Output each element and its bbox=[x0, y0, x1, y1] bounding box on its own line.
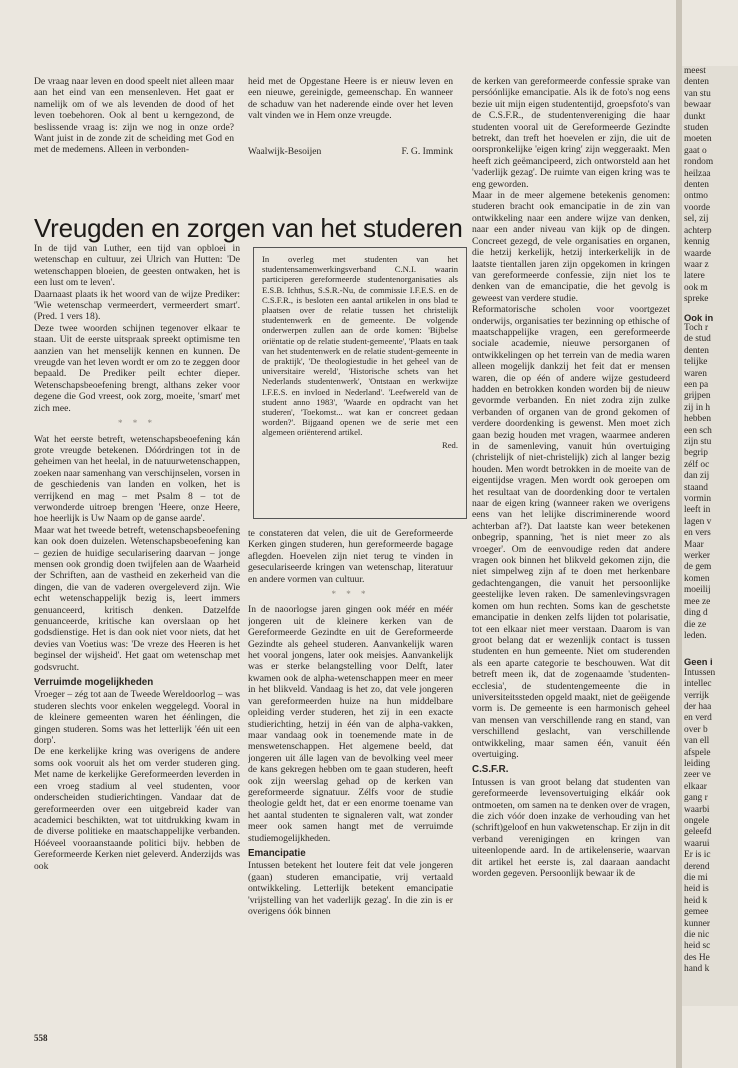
article-title: Vreugden en zorgen van het studeren bbox=[34, 213, 463, 243]
fragment-line: leiding bbox=[684, 758, 711, 769]
fragment-line: de stud bbox=[684, 334, 711, 345]
section-heading: C.S.F.R. bbox=[472, 764, 509, 776]
fragment-line: Er is ic bbox=[684, 850, 711, 861]
paragraph: Daarnaast plaats ik het woord van de wijze Prediker: 'Wie wetenschap vermeerdert, vermeerdert smart'. (Pred. 1 vers 18). bbox=[34, 288, 240, 323]
next-page-fragment bbox=[682, 66, 738, 1006]
fragment-line: rondom bbox=[684, 157, 714, 168]
fragment-line: bewaar bbox=[684, 100, 712, 111]
fragment-line: waar z bbox=[684, 259, 709, 270]
fragment-line: denten bbox=[684, 180, 709, 191]
fragment-line: waarui bbox=[684, 838, 710, 849]
fragment-line: sel, zij bbox=[684, 214, 709, 225]
fragment-line: heid sc bbox=[684, 941, 711, 952]
fragment-line: zélf oc bbox=[684, 459, 710, 470]
top-column-1 bbox=[34, 76, 234, 156]
paragraph: Deze twee woorden schijnen tegenover elkaar te staan. Uit de eerste uitspraak spreekt optimisme ten aanzien van het menselijk kennen en kunnen. De vreugde van het leven wordt er om zo te zeggen door bepaald. De Prediker peilt echter dieper. Wetenschapsbeoefening brengt, althans zeker voor degene die God vreest, ook zorg, moeite, 'smart' met zich mee. bbox=[34, 322, 240, 414]
fragment-line: intellec bbox=[684, 679, 712, 690]
fragment-line: Maar bbox=[684, 539, 704, 550]
fragment-line: denten bbox=[684, 345, 709, 356]
fragment-line: leeft in bbox=[684, 505, 711, 516]
fragment-line: kunner bbox=[684, 918, 711, 929]
fragment-line: latere bbox=[684, 271, 705, 282]
fragment-line: vormin bbox=[684, 494, 712, 505]
fragment-line: der haa bbox=[684, 701, 712, 712]
top-column-2 bbox=[248, 76, 453, 157]
section-heading: Ook in bbox=[684, 311, 714, 323]
fragment-line: lagen v bbox=[684, 516, 712, 527]
fragment-line: des He bbox=[684, 952, 710, 963]
fragment-line: grijpen bbox=[684, 391, 711, 402]
paragraph: Wat het eerste betreft, wetenschapsbeoefening kán grote vreugde betekenen. Dóórdringen tot in de geheimen van het heelal, in de natuurwetenschappen, zoeken naar samenhang van verschijnselen, vorsen in de geschiedenis van landen en volken, het is verrijkend en mag – met Psalm 8 – tot de verwonderde uitroep brengen 'Heere, onze Heere, hoe heerlijk is Uw Naam op de ganse aarde'. bbox=[34, 433, 240, 525]
fragment-line: ding d bbox=[684, 608, 708, 619]
fragment-line: leden. bbox=[684, 630, 707, 641]
fragment-line: van stu bbox=[684, 88, 711, 99]
section-heading: Geen i bbox=[684, 656, 713, 668]
paragraph: Reformatorische scholen voor voortgezet onderwijs, organisaties ter bezinning op ethische of maatschappelijke vragen, een gereformeerde sociale academie, nieuwe persorganen of ontwikkelingen op het terrein van de media waren alleen mogelijk dankzij het feit dat er mensen waren, die op één of andere wijze gestudeerd hadden en betrokken konden worden bij de nieuw gevormde verbanden. En niet zodra zijn zulke verbanden of organen van de grond gekomen of verdere doordenking is gewenst. Men moet zich gaan bezig houden met vragen, waarmee anderen in de samenleving, vanuit hún overtuiging (christelijk of niet-christelijk) zich al langer bezig houden. Men wordt betrokken in de moeite van de eigentijdse vragen. Men wordt ook geroepen om het resultaat van de doordenking door te vertalen naar de eigen kring (wanneer raken we overigens eens van het lelijke discriminerende woord achterban af?). Dat laatste kan weer betekenen onbegrip, spanning, 'het is niet meer zo als vroeger'. Om de eenvoudige reden dat andere vragen ook binnen het blikveld gekomen zijn, die niet simpelweg zijn af te doen met herkenbare gedachtengangen, die vanuit het persoonlijke geestelijke leven raken. De samenlevingsvragen komen om hun rechten. Soms kan de geschetste emancipatie in denken zelfs lijden tot polarisatie, tot een elkaar niet meer verstaan. Daarom is van groot belang dat er wezenlijk contact is tussen studenten en hun gemeente. Niet om studerenden als een aparte categorie te beschouwen. Wat dit betreft meen ik, dat de zogenaamde 'studenten-ecclesia', de studentengemeente die in universiteitssteden opgeld maakt, niet de geëigende vorm is. De gemeente is een harmonisch geheel van mensen van verschillende rang en stand, van verschillend geslacht, van verschillende ontwikkeling, maar samen één, vanuit één overtuiging. bbox=[472, 304, 670, 760]
fragment-line: zeer ve bbox=[684, 770, 711, 781]
fragment-line: kennig bbox=[684, 237, 710, 248]
signature bbox=[248, 146, 453, 157]
fragment-line: een sch bbox=[684, 425, 712, 436]
article-column-1 bbox=[34, 243, 240, 1018]
editorial-note-text: In overleg met studenten van het studentensamenwerkingsverband C.N.I. waarin participeren gereformeerde studentenorganisaties als E.S.B. Ichthus, S.S.R.-Nu, de commissie I.F.E.S. en de C.S.F.R., is besloten een aantal artikelen in ons blad te plaatsen over de relatie tussen het christelijk studentenwerk en de gemeente. De volgende onderwerpen zullen aan de orde komen: 'Bijbelse oriëntatie op de relatie student-gemeente', 'Plaats en taak van het studentenwerk en de relatie student-gemeente in de praktijk', 'De theologiestudie in het geheel van de universitaire wereld', 'Historische schets van het Nederlands studentenwerk', 'Ontstaan en werkwijze I.F.E.S. en invloed in Nederland'. 'Leefwereld van de student anno 1983', 'Waarde en opdracht van het studeren', 'Toekomst... wat kan er concreet gedaan worden?'. Bijgaand openen we de serie met een algemeen oriënterend artikel. bbox=[262, 254, 458, 438]
fragment-line: gemee bbox=[684, 907, 709, 918]
fragment-lines bbox=[684, 668, 738, 976]
fragment-line: ook m bbox=[684, 282, 708, 293]
fragment-line: hebben bbox=[684, 414, 712, 425]
fragment-line: die nic bbox=[684, 930, 710, 941]
paragraph: Intussen is van groot belang dat studenten van gereformeerde levensovertuiging elkáár ook ontmoeten, om samen na te denken over de vragen, die zich vóór doen inzake de verhouding van het (schrift)geloof en hun vakwetenschap. Er zijn in dit verband verenigingen en kringen van uiteenlopende aard. In de artikelenserie, waarvan dit artikel het eerste is, zal daaraan aandacht worden gegeven. Persoonlijk bewaar ik de bbox=[472, 776, 670, 880]
section-heading: Emancipatie bbox=[248, 847, 306, 859]
fragment-line: dunkt bbox=[684, 111, 706, 122]
fragment-line: Intussen bbox=[684, 667, 716, 678]
fragment-line: gaat o bbox=[684, 145, 707, 156]
article-column-3 bbox=[472, 76, 670, 1021]
fragment-line: zijn stu bbox=[684, 437, 712, 447]
signature-author: F. G. Immink bbox=[401, 145, 453, 157]
fragment-line: heid k bbox=[684, 895, 708, 906]
signature-place: Waalwijk-Besoijen bbox=[248, 145, 322, 157]
fragment-line: en verd bbox=[684, 713, 712, 724]
fragment-line: de gem bbox=[684, 562, 712, 573]
fragment-line: studen bbox=[684, 123, 709, 134]
fragment-line: dan zij bbox=[684, 471, 710, 482]
fragment-line: waarbi bbox=[684, 804, 710, 815]
paragraph: heid met de Opgestane Heere is er nieuw leven en een nieuwe, gereinigde, gemeenschap. En wanneer de schaduw van het naderende einde over het leven valt vinden we in Hem onze vreugde. bbox=[248, 76, 453, 122]
fragment-line: heilzaa bbox=[684, 168, 711, 179]
fragment-line: zij in h bbox=[684, 402, 711, 413]
fragment-line: ontmo bbox=[684, 191, 708, 202]
fragment-line: waarde bbox=[684, 248, 712, 259]
fragment-line: die ze bbox=[684, 619, 707, 630]
fragment-lines bbox=[684, 66, 738, 306]
fragment-line: denten bbox=[684, 77, 709, 88]
fragment-line: mee ze bbox=[684, 596, 711, 607]
paragraph: Intussen betekent het loutere feit dat vele jongeren (gaan) studeren emancipatie, vrij vertaald ontwikkeling. Letterlijk betekent emancipatie 'vrijstelling van het vaderlijk gezag'. In die zin is er overigens óók binnen bbox=[248, 860, 453, 917]
fragment-line: verrijk bbox=[684, 690, 709, 701]
fragment-line: derend bbox=[684, 861, 710, 872]
fragment-line: een pa bbox=[684, 379, 709, 390]
paragraph: In de naoorlogse jaren gingen ook méér en méér jongeren uit de kleinere kerken van de Gereformeerde Gezindte en uit de Gereformeerde Gezindte als geheel studeren. Aanvankelijk waren het vooral jongens, later ook meisjes. Aanvankelijk was er sterke belangstelling voor Delft, later kwamen ook de alpha-wetenschappen meer en meer in het blikveld. Vandaag is het zo, dat vele jongeren van gereformeerden huize na hun middelbare opleiding verder studeren, het zij in een exacte studierichting, hetzij in één van de alpha-vakken, maar vandaag ook in toenemende mate in de menswetenschappen. Het algemene beeld, dat jongeren uit álle lagen van de bevolking veel meer de kans gekregen hebben om te gaan studeren, heeft ook zijn weerslag gehad op de kerken van gereformeerde signatuur. Zélfs voor de studie theologie geldt het, dat er een enorme toename van het aantal studenten te signaleren valt, wat zonder meer ook samen hangt met de verruimde studiemogelijkheden. bbox=[248, 604, 453, 844]
paragraph: Vroeger – zég tot aan de Tweede Wereldoorlog – was studeren slechts voor enkelen weggelegd. Vooral in de kleinere gemeenten waren het éénlingen, die gingen studeren. Soms was het letterlijk 'één uit een dorp'. bbox=[34, 689, 240, 747]
fragment-line: over b bbox=[684, 724, 708, 735]
fragment-line: van ell bbox=[684, 736, 710, 747]
paragraph: Maar wat het tweede betreft, wetenschapsbeoefening kan ook doen duizelen. Wetenschapsbeoefening kan – gezien de huidige secularisering daarvan – jonge mensen ook grondig doen twijfelen aan de Waarheid der Schriften, aan de vastheid en zekerheid van die dingen, die van de vaderen overgeleverd zijn. Wie echt wetenschappelijk bezig is, leert immers genuanceerd, kritisch denken. Datzelfde genuanceerde, kritische kan overslaan op het godsdienstige. Het is dan ook niet voor niets, dat het devies van Voetius was: 'De vreze des Heeren is het beginsel der wijsheid'. Het gaat om wetenschap met godsvrucht. bbox=[34, 524, 240, 673]
fragment-line: geleefd bbox=[684, 827, 712, 838]
fragment-line: werker bbox=[684, 551, 711, 562]
fragment-line: achterp bbox=[684, 225, 712, 236]
fragment-line: komen bbox=[684, 573, 710, 584]
editorial-note-box bbox=[253, 247, 467, 519]
fragment-line: staand bbox=[684, 482, 708, 493]
section-heading: Verruimde mogelijkheden bbox=[34, 677, 154, 689]
fragment-line: afspele bbox=[684, 747, 711, 758]
fragment-line: voorde bbox=[684, 202, 711, 213]
section-separator: * * * bbox=[118, 418, 156, 429]
paragraph: Maar in de meer algemene betekenis genomen: studeren bracht ook emancipatie in de zin van ontwikkeling naar een andere wijze van denken, naar een ander niveau van kijk op de dingen. Concreet gezegd, de vele organisaties en organen, die hetzij kerkelijk, hetzij interkerkelijk in de laatste tientallen jaren zijn opgekomen in kringen van gereformeerde confessie, zijn niet los te denken van de emancipatie, die het gevolg is geweest van verdere studie. bbox=[472, 190, 670, 304]
fragment-line: ongele bbox=[684, 816, 709, 826]
fragment-line: Toch r bbox=[684, 322, 709, 333]
fragment-line: elkaar bbox=[684, 781, 707, 792]
fragment-line: spreke bbox=[684, 294, 709, 305]
fragment-line: telijke bbox=[684, 357, 708, 368]
paragraph: de kerken van gereformeerde confessie sprake van persóónlijke emancipatie. Als ik de foto's nog eens bezie uit mijn eigen studententijd, groepsfoto's van de C.S.F.R., de studentenvereniging die haar studenten vooral uit de Gereformeerde Gezindte betrekt, dan treft het hoevelen er zijn, die uit de oorspronkelijke 'eigen kring' zijn weggeraakt. Men heeft zich geëmancipeerd, zich ontworsteld aan het 'vaderlijk gezag'. De ruimte van eigen kring was te eng geworden. bbox=[472, 76, 670, 190]
fragment-line: meest bbox=[684, 66, 706, 76]
fragment-line: begrip bbox=[684, 448, 708, 459]
fragment-line: en vers bbox=[684, 528, 711, 539]
section-separator: * * * bbox=[331, 589, 370, 600]
fragment-line: waren bbox=[684, 368, 707, 379]
fragment-line: die mi bbox=[684, 873, 708, 884]
fragment-line: moeten bbox=[684, 134, 712, 145]
fragment-line: moeilij bbox=[684, 585, 711, 596]
paragraph: te constateren dat velen, die uit de Gereformeerde Kerken gingen studeren, hun gereformeerde bagage aflegden. Hoevelen zijn niet terug te vinden in geseculariseerde kringen van wetenschap, literatuur en andere vormen van cultuur. bbox=[248, 528, 453, 585]
paragraph: De ene kerkelijke kring was overigens de andere soms ook vooruit als het om verder studeren ging. Met name de kerkelijke Gereformeerden leverden in een vroeg stadium al veel studenten, voor onderscheiden studierichtingen. Vandaar dat de gereformeerden over een uitgebreid kader van academici beschikten, wat tot uitdrukking kwam in de diverse politieke en maatschappelijke verbanden. Hóéveel vooraanstaande politici bijv. hebben de Gereformeerde Kerken niet geleverd. Anderzijds was ook bbox=[34, 746, 240, 872]
fragment-line: gang r bbox=[684, 793, 708, 804]
page-number: 558 bbox=[34, 1033, 48, 1043]
paragraph: In de tijd van Luther, een tijd van opbloei in wetenschap en cultuur, zei Ulrich van Hutten: 'De wetenschappen bloeien, de geesten ontwaken, het is een lust om te leven'. bbox=[34, 243, 240, 289]
fragment-lines bbox=[684, 323, 738, 642]
editorial-signature: Red. bbox=[442, 439, 458, 450]
paragraph: De vraag naar leven en dood speelt niet alleen maar aan het eind van een mensenleven. Het gaat er namelijk om of we als levenden de dood of het leven toebehoren. Ook al bent u kerngezond, de beslissende vraag is: zijn we nog in onze orde? Want juist in de zonde zit de scheiding met God en met de medemens. Alleen in verbonden- bbox=[34, 76, 234, 156]
article-column-2 bbox=[248, 528, 453, 1018]
fragment-line: hand k bbox=[684, 964, 710, 975]
fragment-line: heid is bbox=[684, 884, 709, 895]
